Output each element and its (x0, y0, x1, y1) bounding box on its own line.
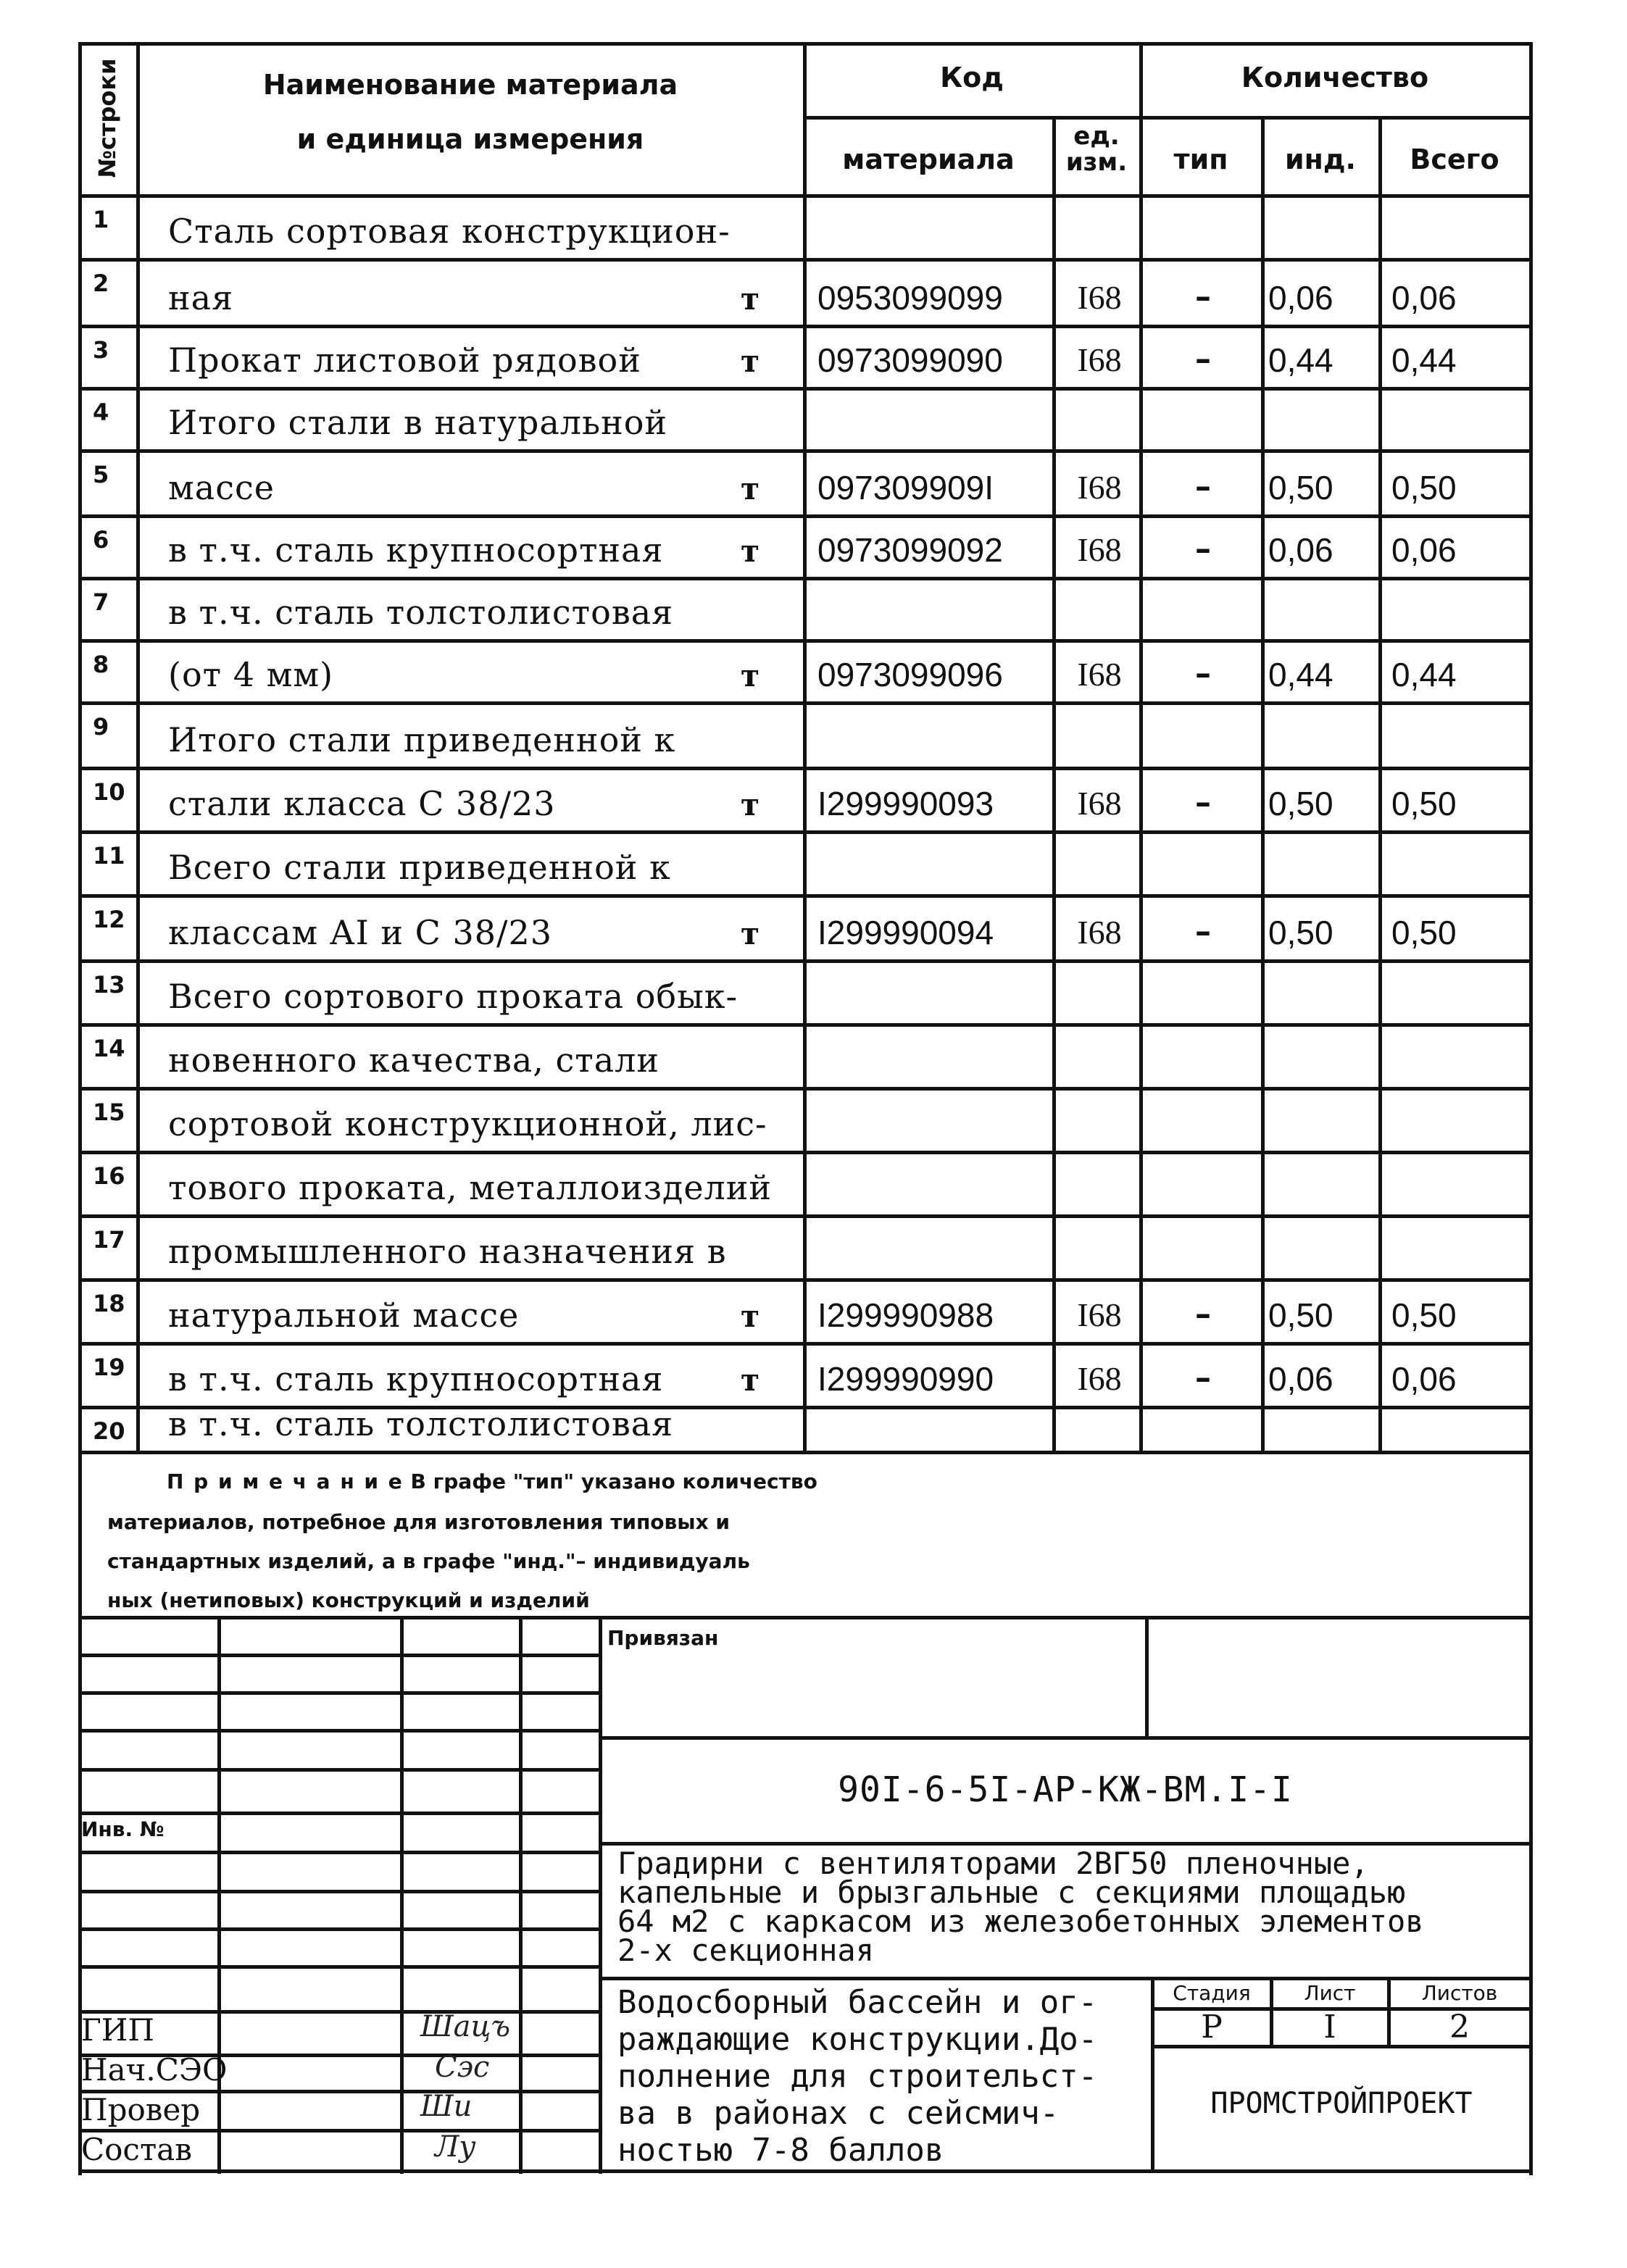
qty-total: 0,44 (1391, 656, 1457, 693)
unit: т (740, 343, 760, 379)
stage-label: Стадия (1173, 1981, 1251, 2005)
col-line-name (136, 42, 140, 1451)
measure-code: I68 (1077, 1360, 1122, 1397)
sheet-title-line-4: ва в районах с сейсмич- (617, 2095, 1060, 2132)
material-code: 097309909I (817, 469, 994, 506)
row-number: 16 (93, 1162, 125, 1190)
sheets-label: Листов (1421, 1981, 1498, 2005)
sheet-title-line-2: раждающие конструкции.До- (617, 2021, 1098, 2058)
row-number: 3 (93, 336, 109, 364)
qty-ind: 0,50 (1268, 914, 1333, 951)
material-code: 0973099092 (817, 531, 1003, 569)
material-code: I299990990 (817, 1360, 994, 1398)
material-name: сортовой конструкционной, лис- (168, 1104, 767, 1143)
table-border-bottom (78, 1451, 1532, 1454)
tb-row-line-7 (78, 1890, 602, 1893)
material-code: I299990093 (817, 785, 994, 822)
material-name: Прокат листовой рядовой (168, 341, 641, 380)
row-number: 14 (93, 1035, 125, 1062)
row-number: 12 (93, 906, 125, 933)
sheet-info-divider (1151, 1977, 1154, 2171)
title-block-bottom (78, 2169, 1532, 2173)
qty-type: – (1195, 784, 1211, 821)
row-number: 1 (93, 206, 109, 233)
measure-code: I68 (1077, 656, 1122, 693)
project-title (617, 1846, 1424, 1968)
qty-total: 0,50 (1391, 914, 1457, 951)
project-title-line-1: Градирни с вентиляторами 2ВГ50 пленочные, (617, 1846, 1369, 1881)
row-number: 9 (93, 713, 109, 741)
qty-type: – (1195, 468, 1211, 505)
note-text-1: В графе "тип" указано количество (410, 1469, 817, 1493)
roles (81, 2010, 228, 2169)
sheet-label: Лист (1304, 1981, 1356, 2005)
material-name: в т.ч. сталь крупносортная (168, 1359, 664, 1398)
unit: т (740, 658, 760, 693)
measure-code: I68 (1077, 341, 1122, 378)
row-number: 2 (93, 270, 109, 297)
linked-bottom (599, 1736, 1532, 1740)
note-line-3: стандартных изделий, а в графе "инд."– индивидуаль (107, 1549, 750, 1573)
note-line-2: материалов, потребное для изготовления типовых и (107, 1510, 730, 1534)
unit: т (740, 533, 760, 569)
qty-type: – (1195, 655, 1211, 692)
material-name: ная (168, 278, 234, 317)
row-number: 5 (93, 461, 109, 488)
qty-ind: 0,44 (1268, 341, 1333, 379)
material-name: новенного качества, стали (168, 1041, 660, 1080)
col-line-qty (1139, 42, 1143, 1451)
material-name: Всего стали приведенной к (168, 848, 671, 887)
measure-code: I68 (1077, 469, 1122, 506)
tb-row-line-5 (78, 1812, 602, 1815)
qty-total: 0,06 (1391, 279, 1457, 317)
qty-ind: 0,06 (1268, 531, 1333, 569)
row-number: 20 (93, 1417, 125, 1445)
qty-type: – (1195, 1296, 1211, 1333)
material-name: тового проката, металлоизделий (168, 1168, 773, 1207)
organization-name: ПРОМСТРОЙПРОЕКТ (1210, 2087, 1473, 2120)
lower-border-right (1529, 1451, 1533, 2175)
row-number: 11 (93, 842, 125, 870)
project-title-bottom (599, 1977, 1532, 1980)
qty-total: 0,50 (1391, 1296, 1457, 1334)
unit: т (740, 471, 760, 506)
row-number: 18 (93, 1290, 125, 1317)
note-line-4: ных (нетиповых) конструкций и изделий (107, 1588, 590, 1612)
measure-code: I68 (1077, 914, 1122, 951)
sheet-title (617, 1984, 1097, 2169)
project-title-line-3: 64 м2 с каркасом из железобетонных элементов (617, 1904, 1424, 1939)
project-title-line-4: 2-х секционная (617, 1933, 875, 1968)
inventory-number-label: Инв. № (81, 1817, 165, 1841)
linked-divider (1145, 1616, 1149, 1736)
unit: т (740, 787, 760, 822)
material-name: Итого стали в натуральной (168, 403, 668, 442)
measure-code: I68 (1077, 785, 1122, 822)
project-title-line-2: капельные и брызгальные с секциями площадью (617, 1875, 1406, 1910)
sheets-value: 2 (1449, 2009, 1470, 2046)
row-number: 6 (93, 526, 109, 554)
material-name: массе (168, 468, 275, 507)
name-header-line1: Наименование материала (262, 69, 678, 101)
material-code: I299990094 (817, 914, 994, 951)
note-line-1 (167, 1469, 817, 1493)
row-number: 17 (93, 1226, 125, 1254)
col-line-type (1261, 116, 1265, 1451)
document-code: 90I-6-5I-АР-КЖ-ВМ.I-I (838, 1769, 1293, 1810)
qty-ind: 0,44 (1268, 656, 1333, 693)
material-name: в т.ч. сталь толстолистовая (168, 1404, 674, 1443)
code-unit-header-line2: изм. (1065, 148, 1128, 177)
material-name: стали класса С 38/23 (168, 784, 556, 823)
row-number: 8 (93, 651, 109, 678)
material-name: (от 4 мм) (168, 655, 334, 694)
role-gip: ГИП (81, 2012, 155, 2048)
code-header: Код (940, 62, 1004, 93)
material-name: в т.ч. сталь толстолистовая (168, 593, 674, 632)
sheet-title-line-3: полнение для строительст- (617, 2058, 1098, 2095)
table-border-left (78, 42, 82, 1456)
material-code: 0973099090 (817, 341, 1003, 379)
material-name: натуральной массе (168, 1296, 520, 1335)
code-unit-header (1054, 123, 1139, 175)
sheet-value: I (1323, 2009, 1336, 2046)
row-number: 7 (93, 588, 109, 616)
row-number-header (78, 42, 136, 194)
row-number: 4 (93, 399, 109, 426)
qty-type: – (1195, 1359, 1211, 1396)
table-border-right (1529, 42, 1533, 1456)
col-line-ind (1378, 116, 1382, 1451)
code-material-header: материала (842, 143, 1015, 175)
unit: т (740, 916, 760, 951)
tb-row-line-2 (78, 1691, 602, 1695)
qty-ind: 0,06 (1268, 1360, 1333, 1398)
signature-gip: Шацъ (420, 2010, 511, 2043)
qty-type: – (1195, 341, 1211, 378)
material-code: I299990988 (817, 1296, 994, 1334)
qty-total: 0,06 (1391, 531, 1457, 569)
qty-ind: 0,06 (1268, 279, 1333, 317)
row-number: 10 (93, 778, 125, 806)
row-number: 15 (93, 1098, 125, 1126)
quantity-header: Количество (1241, 62, 1429, 93)
qty-type-header: тип (1173, 143, 1228, 175)
note-lead: П р и м е ч а н и е (167, 1469, 404, 1493)
material-name: Всего сортового проката обык- (168, 977, 738, 1016)
material-name: в т.ч. сталь крупносортная (168, 530, 664, 570)
qty-ind: 0,50 (1268, 785, 1333, 822)
col-line-unit (1052, 116, 1056, 1451)
measure-code: I68 (1077, 531, 1122, 568)
material-name: Итого стали приведенной к (168, 720, 676, 759)
signature-checked: Ши (420, 2090, 473, 2123)
qty-total: 0,44 (1391, 341, 1457, 379)
unit: т (740, 1362, 760, 1398)
qty-ind: 0,50 (1268, 469, 1333, 506)
unit: т (740, 281, 760, 317)
qty-total: 0,06 (1391, 1360, 1457, 1398)
signature-drawn: Лу (435, 2130, 476, 2164)
material-code: 0953099099 (817, 279, 1003, 317)
row-number: 13 (93, 971, 125, 998)
measure-code: I68 (1077, 1296, 1122, 1333)
measure-code: I68 (1077, 279, 1122, 316)
name-header-line2: и единица измерения (296, 123, 644, 155)
qty-ind: 0,50 (1268, 1296, 1333, 1334)
tb-row-line-3 (78, 1729, 602, 1733)
qty-total-header: Всего (1410, 143, 1499, 175)
linked-label: Привязан (607, 1626, 719, 1650)
tb-row-line-6 (78, 1851, 602, 1854)
unit: т (740, 1298, 760, 1334)
role-checked: Провер (81, 2092, 201, 2127)
sheet-title-line-5: ностью 7-8 баллов (617, 2132, 944, 2169)
row-number: 19 (93, 1354, 125, 1381)
qty-ind-header: инд. (1284, 143, 1356, 175)
role-head-seo: Нач.СЭО (81, 2052, 228, 2088)
qty-type: – (1195, 278, 1211, 315)
tb-row-line-8 (78, 1927, 602, 1931)
role-drawn: Состав (81, 2132, 192, 2167)
material-name: промышленного назначения в (168, 1232, 727, 1271)
stage-value: Р (1201, 2009, 1223, 2046)
material-name: Сталь сортовая конструкцион- (168, 212, 731, 251)
col-line-code (803, 42, 807, 1451)
sheet-title-line-1: Водосборный бассейн и ог- (617, 1984, 1098, 2021)
tb-row-line-1 (78, 1654, 602, 1657)
header-divider (803, 116, 1532, 120)
material-name: классам АI и С 38/23 (168, 913, 553, 952)
row-number-header-label: №строки (93, 58, 121, 178)
signature-head-seo: Сэс (435, 2051, 490, 2084)
qty-total: 0,50 (1391, 469, 1457, 506)
tb-row-line-4 (78, 1768, 602, 1772)
qty-total: 0,50 (1391, 785, 1457, 822)
qty-type: – (1195, 913, 1211, 950)
title-block-top (78, 1616, 1532, 1619)
tb-row-line-9 (78, 1965, 602, 1969)
material-code: 0973099096 (817, 656, 1003, 693)
code-unit-header-line1: ед. (1073, 122, 1120, 151)
qty-type: – (1195, 530, 1211, 567)
